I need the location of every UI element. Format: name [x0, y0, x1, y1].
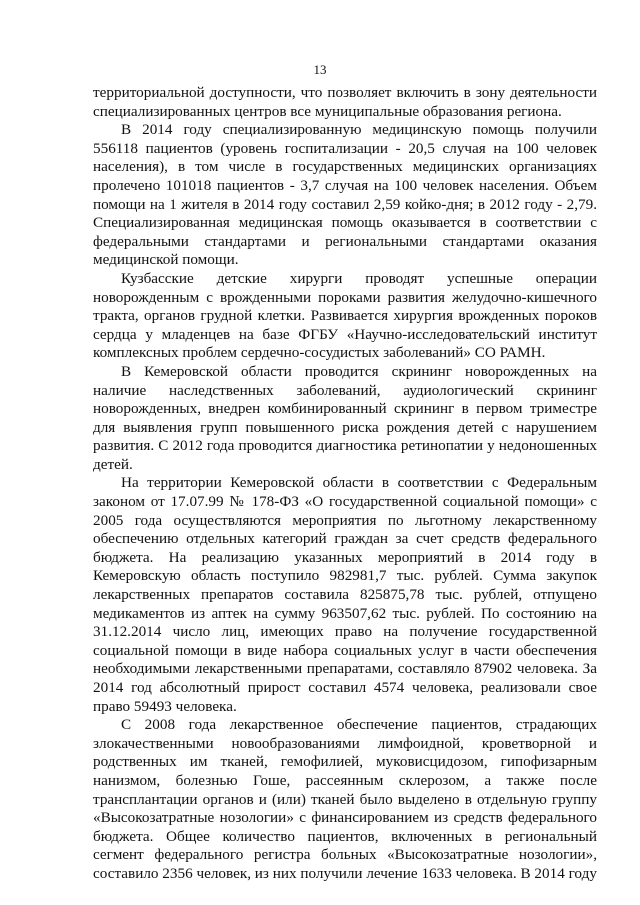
paragraph-newborn-screening: В Кемеровской области проводится скрининг новорожденных на наличие наследственных заболеваний, аудиологический скрининг новорожденных, внедрен комбинированный скрининг в первом триместре для выявления групп повышенного риска рождения детей с нарушением развития. С 2012 года проводится диагностика ретинопатии у недоношенных детей.: [93, 362, 597, 473]
paragraph-pediatric-surgery: Кузбасские детские хирурги проводят успешные операции новорожденным с врожденными пороками развития желудочно-кишечного тракта, органов грудной клетки. Развивается хирургия врожденных пороков сердца у младенцев на базе ФГБУ «Научно-исследовательский институт комплексных проблем сердечно-сосудистых заболеваний» СО РАМН.: [93, 269, 597, 362]
page-number: 13: [313, 62, 327, 77]
paragraph-high-cost-nosologies: С 2008 года лекарственное обеспечение пациентов, страдающих злокачественными новообразованиями лимфоидной, кроветворной и родственных им тканей, гемофилией, муковисцидозом, гипофизарным нанизмом, болезнью Гоше, рассеянным склерозом, а также после трансплантации органов и (или) тканей было выделено в отдельную группу «Высокозатратные нозологии» с финансированием из средств федерального бюджета. Общее количество пациентов, включенных в региональный сегмент федерального регистра больных «Высокозатратные нозологии», составило 2356 человек, из них получили лечение 1633 человека. В 2014 году: [93, 716, 597, 882]
paragraph-territorial-access: территориальной доступности, что позволяет включить в зону деятельности специализированных центров все муниципальные образования региона.: [93, 84, 597, 120]
paragraph-drug-provision: На территории Кемеровской области в соответствии с Федеральным законом от 17.07.99 № 178-ФЗ «О государственной социальной помощи» с 2005 года осуществляются мероприятия по льготному лекарственному обеспечению отдельных категорий граждан за счет средств федерального бюджета. На реализацию указанных мероприятий в 2014 году в Кемеровскую область поступило 982981,7 тыс. рублей. Сумма закупок лекарственных препаратов составила 825875,78 тыс. рублей, отпущено медикаментов из аптек на сумму 963507,62 тыс. рублей. По состоянию на 31.12.2014 число лиц, имеющих право на получение государственной социальной помощи в виде набора социальных услуг в части обеспечения необходимыми лекарственными препаратами, составляло 87902 человека. За 2014 год абсолютный прирост составил 4574 человека, реализовали свое право 59493 человека.: [93, 474, 597, 715]
paragraph-specialized-care: В 2014 году специализированную медицинскую помощь получили 556118 пациентов (уровень госпитализации - 20,5 случая на 100 человек населения), в том числе в государственных медицинских организациях пролечено 101018 пациентов - 3,7 случая на 100 человек населения. Объем помощи на 1 жителя в 2014 году составил 2,59 койко-дня; в 2012 году - 2,79. Специализированная медицинская помощь оказывается в соответствии с федеральными стандартами и региональными стандартами оказания медицинской помощи.: [93, 121, 597, 269]
body-text: [93, 84, 597, 884]
